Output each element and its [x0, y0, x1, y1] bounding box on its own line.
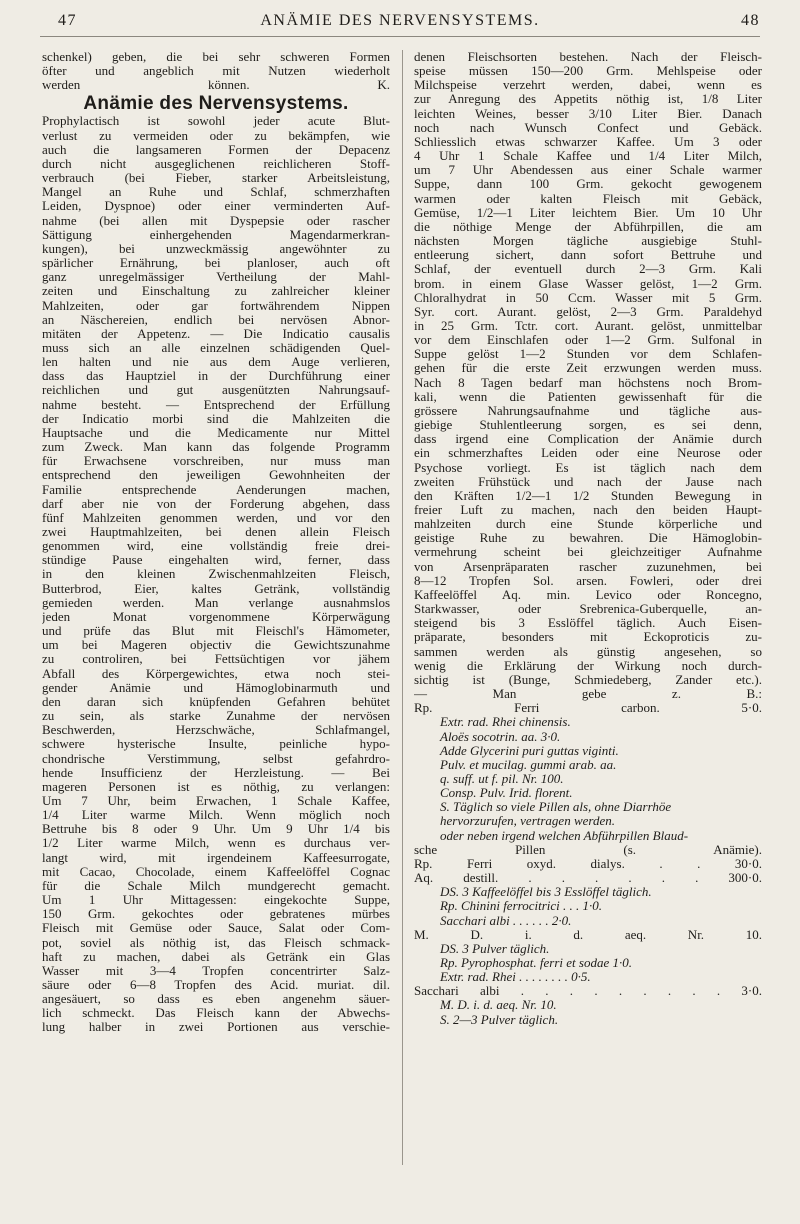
text-line: freier Luft zu machen, nach den beiden Haupt- — [414, 503, 762, 517]
text-line: und prüfe das Blut mit Fleischl's Hämometer, — [42, 624, 390, 639]
text-line: kungen), bei unzweckmässig angewöhnter zu — [42, 241, 390, 256]
text-line: warmen oder kalten Fleisch mit Gebäck, — [414, 191, 762, 206]
text-line: entleerung sichert, dann sofort Bettruhe und — [414, 248, 762, 263]
text-line: Familie entsprechende Aenderungen machen, — [42, 482, 390, 497]
text-line: q. suff. ut f. pil. Nr. 100. — [440, 771, 564, 786]
text-line: dass das Hauptziel in der Durchführung einer — [42, 369, 390, 384]
text-line: zu sein, als starke Zunahme der nervösen — [42, 709, 390, 724]
text-line: leichten Weines, besser 3/10 Liter Bier. Danach — [414, 106, 762, 121]
text-line: 1/2 Liter warme Milch, wenn es durchaus ver- — [42, 836, 390, 851]
text-line: ganz unregelmässiger Vertheilung der Mahl- — [42, 270, 390, 285]
text-line: lung halber in zwei Portionen aus verschie- — [42, 1020, 390, 1035]
text-line: geistige Ruhe zu bewahren. Die Hämoglobin- — [414, 531, 762, 546]
text-line: sche Pillen (s. Anämie). — [414, 842, 762, 857]
text-line: verlust zu vermeiden oder zu bekämpfen, wie — [42, 128, 390, 143]
text-line: 150 Grm. gekochtes oder gebratenes mürbes — [42, 907, 390, 922]
text-line: Rp. Pyrophosphat. ferri et sodae 1·0. — [440, 956, 632, 970]
text-line: Leiden, Dyspnoe) oder einer verminderten Auf- — [42, 199, 390, 214]
text-line: giebige Stuhlentleerung sorgen, es sei denn, — [414, 418, 762, 433]
text-line: Milchspeise verzehrt werden, dabei, wenn es — [414, 78, 762, 93]
text-line: Aq. destill. . . . . . . 300·0. — [414, 871, 762, 886]
text-line: Um 7 Uhr, beim Erwachen, 1 Schale Kaffee, — [42, 793, 390, 808]
text-line: in den kleinen Zwischenmahlzeiten Fleisch, — [42, 567, 390, 582]
section-title: Anämie des Nervensystems. — [83, 93, 349, 115]
text-line: steigend bis 3 Esslöffel täglich. Auch Eisen- — [414, 616, 762, 631]
text-line: 8—12 Tropfen Sol. arsen. Fowleri, oder drei — [414, 573, 762, 588]
column-divider — [402, 50, 403, 1165]
text-line: vor dem Einschlafen oder 1—2 Grm. Sulfonal in — [414, 333, 762, 348]
text-line: speise müssen 150—200 Grm. Mehlspeise oder — [414, 64, 762, 79]
text-line: der Indicatio morbi sind die Mahlzeiten die — [42, 411, 390, 426]
text-line: schenkel) geben, die bei sehr schweren Formen — [42, 50, 390, 64]
text-line: Sacchari albi . . . . . . . . . 3·0. — [414, 984, 762, 999]
text-line: DS. 3 Kaffeelöffel bis 3 Esslöffel täglich. — [440, 885, 652, 900]
text-line: langt wird, mit irgendeinem Kaffeesurrogate, — [42, 850, 390, 865]
text-line: den Kräften 1/2—1 1/2 Stunden Bewegung in — [414, 488, 762, 503]
page-number-right: 48 — [741, 12, 760, 29]
text-line: pot, soviel als nöthig ist, das Fleisch schmack- — [42, 935, 390, 950]
text-line: Extr. rad. Rhei chinensis. — [440, 715, 571, 730]
text-line: um bei Mageren objectiv die Gewichtszunahme — [42, 638, 390, 653]
text-line: Consp. Pulv. Irid. florent. — [440, 786, 573, 801]
text-line: lich schmeckt. Das Fleisch kann der Abwechs- — [42, 1006, 390, 1021]
text-line: Gemüse, 1/2—1 Liter leichtem Bier. Um 10 Uhr — [414, 205, 762, 220]
text-line: mitäten der Appetenz. — Die Indicatio causalis — [42, 326, 390, 341]
text-line: an Näschereien, endlich bei nervösen Abnor- — [42, 312, 390, 327]
text-line: für die Schale Milch mundgerecht gemacht. — [42, 878, 390, 893]
text-line: die nöthige Menge der Abführpillen, die am — [414, 219, 762, 234]
text-line: Wasser mit 3—4 Tropfen concentrirter Salz- — [42, 963, 390, 978]
text-line: säure oder 6—8 Tropfen des Acid. muriat. dil. — [42, 978, 390, 992]
text-line: Um 1 Uhr Mittagessen: eingekochte Suppe, — [42, 893, 390, 908]
text-line: hervorzurufen, vertragen werden. — [440, 814, 615, 829]
text-line: zeiten und Einschaltung zu zahlreicher kleiner — [42, 284, 390, 299]
text-line: DS. 3 Pulver täglich. — [440, 941, 550, 956]
text-line: gemieden werden. Man verlange ausnahmslos — [42, 595, 390, 610]
text-line: entsprechend den jeweiligen Gewohnheiten der — [42, 468, 390, 483]
text-line: Rp. Ferri oxyd. dialys. . . 30·0. — [414, 856, 762, 871]
text-line: Rp. Chinini ferrocitrici . . . 1·0. — [440, 899, 603, 914]
text-line: kali, wenn die Patienten gewissenhaft für die — [414, 389, 762, 404]
text-line: gehen für die erste Zeit erzwungen werden muss. — [414, 361, 762, 376]
text-line: fünf Mahlzeiten genommen werden, und vor den — [42, 510, 390, 525]
page-header — [40, 10, 760, 37]
text-line: durch nicht ausgeglichenen reichlicheren Stoff- — [42, 156, 390, 171]
text-line: präparate, besonders mit Eckoproticis zu- — [414, 630, 762, 645]
text-line: Schliesslich etwas schwarzer Kaffee. Um 3 oder — [414, 134, 762, 149]
text-line: Sacchari albi . . . . . . 2·0. — [440, 913, 572, 928]
text-line: Prophylactisch ist sowohl jeder acute Blut- — [42, 114, 390, 129]
text-line: schwere hysterische Insulte, peinliche hypo- — [42, 737, 390, 752]
text-line: um 7 Uhr Abendessen aus einer Schale warmer — [414, 163, 762, 178]
text-line: auch die langsameren Formen der Depacenz — [42, 142, 390, 157]
running-title: ANÄMIE DES NERVENSYSTEMS. — [260, 12, 540, 29]
text-line: spärlicher Ernährung, bei planloser, auch oft — [42, 256, 390, 271]
right-column — [414, 50, 762, 1027]
text-line: Butterbrod, Eier, kaltes Getränk, vollständig — [42, 581, 390, 596]
text-line: Aloës socotrin. aa. 3·0. — [440, 729, 561, 744]
text-line: — Man gebe z. B.: — [414, 687, 762, 702]
text-line: den daran sich knüpfenden Gefahren behütet — [42, 694, 390, 709]
text-line: Chloralhydrat in 50 Ccm. Wasser mit 5 Grm. — [414, 290, 762, 305]
text-line: grössere Nahrungsaufnahme und tägliche aus- — [414, 403, 762, 418]
text-line: sammen werden als günstig angesehen, so — [414, 644, 762, 659]
text-line: Beschwerden, Herzschwäche, Schlafmangel, — [42, 723, 390, 738]
text-line: jeden Monat vorgenommene Körperwägung — [42, 609, 390, 624]
text-line: mahlzeiten durch eine Stunde körperliche und — [414, 517, 762, 532]
page-number-left: 47 — [58, 12, 77, 29]
text-line: Starkwasser, oder Srebrenica-Guberquelle, an- — [414, 602, 762, 617]
text-line: mageren Personen ist es nöthig, zu verlangen: — [42, 779, 390, 794]
text-line: von Arsenpräparaten rascher zuzunehmen, bei — [414, 559, 762, 574]
text-line: in 25 Grm. Tctr. cort. Aurant. gelöst, unmittelbar — [414, 318, 762, 333]
text-line: verbrauch (bei Fieber, starker Arbeitsleistung, — [42, 171, 390, 186]
text-line: zur Anregung des Appetits nöthig ist, 1/8 Liter — [414, 92, 762, 107]
text-columns — [42, 50, 762, 1210]
text-line: Rp. Ferri carbon. 5·0. — [414, 701, 762, 716]
text-line: Adde Glycerini puri guttas viginti. — [440, 743, 619, 758]
text-line: muss sich an alle einzelnen schädigenden Quel- — [42, 340, 390, 355]
text-line: stündige Pause eingehalten wird, ferner, dass — [42, 553, 390, 568]
text-line: Sättigung einhergehenden Magendarmerkran- — [42, 227, 390, 242]
text-line: M. D. i. d. aeq. Nr. 10. — [414, 927, 762, 942]
text-line: chondrische Verstimmung, selbst gefahrdro- — [42, 751, 390, 766]
text-line: gender Anämie und Hämoglobinarmuth und — [42, 680, 390, 695]
text-line: reichlichen und gut ausgenützten Nahrungsauf- — [42, 383, 390, 398]
text-line: nächsten Morgen tägliche ausgiebige Stuhl- — [414, 234, 762, 249]
text-line: haft zu machen, dabei als Getränk ein Glas — [42, 949, 390, 964]
text-line: öfter und angeblich mit Nutzen wiederholt — [42, 64, 390, 79]
text-line: noch nach Wunsch Confect und Gebäck. — [414, 120, 762, 135]
text-line: 4 Uhr 1 Schale Kaffee und 1/4 Liter Milch, — [414, 149, 762, 164]
text-line: mit Cacao, Chocolade, einem Kaffeelöffel Cognac — [42, 864, 390, 879]
text-line: S. Täglich so viele Pillen als, ohne Diarrhöe — [440, 800, 672, 815]
text-line: oder neben irgend welchen Abführpillen Blaud- — [440, 828, 689, 843]
text-line: brom. in einem Glase Wasser gelöst, 1—2 Grm. — [414, 276, 762, 291]
text-line: ein schmerzhaftes Leiden oder eine Neurose oder — [414, 446, 762, 461]
text-line: Bettruhe bis 8 oder 9 Uhr. Um 9 Uhr 1/4 bis — [42, 822, 390, 837]
text-line: Schlaf, der eventuell durch 2—3 Grm. Kali — [414, 262, 762, 277]
text-line: hende Insufficienz der Herzleistung. — Bei — [42, 765, 390, 780]
text-line: S. 2—3 Pulver täglich. — [440, 1012, 559, 1027]
text-line: darf aber nie von der Forderung abgehen, dass — [42, 496, 390, 511]
text-line: M. D. i. d. aeq. Nr. 10. — [440, 998, 557, 1013]
text-line: Mangel an Ruhe und Schlaf, schmerzhaften — [42, 185, 390, 200]
text-line: zum Zweck. Man kann das folgende Programm — [42, 440, 390, 455]
text-line: nahme (bei allen mit Dyspepsie oder rascher — [42, 213, 390, 228]
text-line: wenig die Erklärung der Wirkung noch durch- — [414, 658, 762, 673]
text-line: werden können. K. — [42, 78, 390, 93]
text-line: genommen wird, eine vollständig freie drei- — [42, 539, 390, 554]
text-line: Suppe, dann 100 Grm. gekocht gewogenem — [414, 177, 762, 192]
text-line: Hauptsache und die Medicamente nur Mittel — [42, 425, 390, 440]
text-line: Kaffeelöffel Aq. min. Levico oder Roncegno, — [414, 587, 762, 602]
text-line: denen Fleischsorten bestehen. Nach der Fleisch- — [414, 50, 762, 64]
text-line: zu controliren, bei Fettsüchtigen vor jähem — [42, 652, 390, 667]
text-line: nahme besteht. — Entsprechend der Erfüllung — [42, 397, 390, 412]
text-line: für Erwachsene vorschreiben, nur muss man — [42, 454, 390, 469]
text-line: Extr. rad. Rhei . . . . . . . . 0·5. — [440, 970, 591, 985]
text-line: sichtig ist (Bunge, Schmiedeberg, Zander etc.). — [414, 672, 762, 687]
text-line: zweiten Frühstück und nach der Jause nach — [414, 474, 762, 489]
text-line: Psychose vorliegt. Es ist täglich nach dem — [414, 460, 762, 475]
text-line: 1/4 Liter warme Milch. Wenn möglich noch — [42, 808, 390, 823]
text-line: zwei Hauptmahlzeiten, bei denen allein Fleisch — [42, 525, 390, 539]
text-line: angesäuert, so dass es eben angenehm säuer- — [42, 992, 390, 1007]
text-line: Syr. cort. Aurant. gelöst, 2—3 Grm. Paraldehyd — [414, 304, 762, 319]
text-line: Pulv. et mucilag. gummi arab. aa. — [440, 757, 617, 772]
text-line: Abfall des Körpergewichtes, etwa noch stei- — [42, 666, 390, 681]
text-line: dass irgend eine Complication der Anämie durch — [414, 432, 762, 447]
text-line: Suppe gelöst 1—2 Stunden vor dem Schlafen- — [414, 347, 762, 362]
text-line: Fleisch mit Gemüse oder Sauce, Salat oder Com- — [42, 921, 390, 936]
text-line: vermehrung scheint bei gleichzeitiger Aufnahme — [414, 545, 762, 560]
text-line: len halten und nie aus dem Auge verlieren, — [42, 355, 390, 370]
text-line: Nach 8 Tagen bedarf man höchstens noch Brom- — [414, 375, 762, 390]
text-line: Mahlzeiten, oder gar fortwährendem Nippen — [42, 298, 390, 313]
left-column — [42, 50, 390, 1035]
